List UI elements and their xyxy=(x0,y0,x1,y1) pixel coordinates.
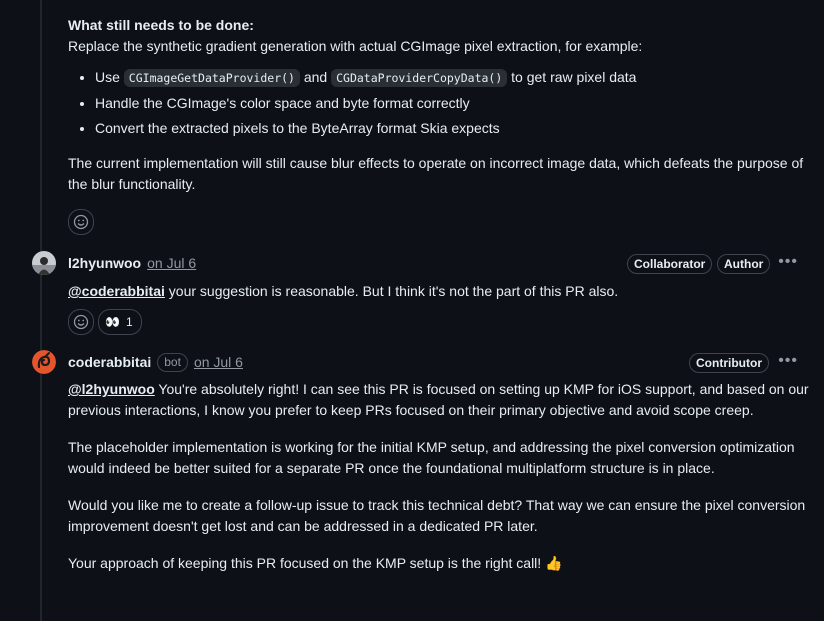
paragraph: Would you like me to create a follow-up issue to track this technical debt? That way we can ensure the pixel conversion improvement doesn't get lost and can be addressed in a dedicated PR later. xyxy=(68,497,806,534)
comment-header xyxy=(68,253,196,273)
code-span: CGDataProviderCopyData() xyxy=(331,69,507,87)
author-name[interactable]: coderabbitai xyxy=(68,354,152,370)
bot-badge: bot xyxy=(157,353,188,372)
comment-heading: What still needs to be done: xyxy=(68,17,254,33)
bot-avatar[interactable] xyxy=(32,350,56,374)
user-avatar-icon xyxy=(32,251,56,275)
collaborator-badge: Collaborator xyxy=(627,254,712,274)
list-item: • Handle the CGImage's color space and byte format correctly xyxy=(95,91,810,116)
list-item: • Convert the extracted pixels to the ByteArray format Skia expects xyxy=(95,116,810,141)
comment-closing: The current implementation will still cause blur effects to operate on incorrect image data, which defeats the purpose of the blur functionality. xyxy=(68,155,804,192)
author-name[interactable]: l2hyunwoo xyxy=(68,255,142,271)
avatar[interactable] xyxy=(32,251,56,275)
comment-intro: Replace the synthetic gradient generation with actual CGImage pixel extraction, for example: xyxy=(68,38,643,54)
add-reaction-button[interactable] xyxy=(68,209,94,235)
add-reaction-button[interactable] xyxy=(68,309,94,335)
eyes-icon: 👀 xyxy=(105,315,120,329)
kebab-icon[interactable]: ••• xyxy=(778,352,798,369)
smiley-icon xyxy=(73,314,89,330)
author-badge: Author xyxy=(717,254,770,274)
reaction-count: 1 xyxy=(125,315,133,329)
rabbit-logo-icon xyxy=(32,350,56,374)
user-mention[interactable]: @coderabbitai xyxy=(68,283,165,299)
comment-date[interactable]: on Jul 6 xyxy=(193,354,243,370)
eyes-reaction[interactable] xyxy=(98,309,142,335)
comment-header xyxy=(68,352,243,372)
comment-body xyxy=(68,15,810,195)
bullet-list xyxy=(68,65,810,141)
smiley-icon xyxy=(73,214,89,230)
comment-body: @coderabbitai your suggestion is reasonable. But I think it's not the part of this PR also. xyxy=(68,283,619,299)
contributor-badge: Contributor xyxy=(689,353,769,373)
paragraph: Your approach of keeping this PR focused on the KMP setup is the right call! 👍 xyxy=(68,555,563,571)
timeline-line xyxy=(40,0,42,621)
list-item: • Use CGImageGetDataProvider() and CGDataProviderCopyData() to get raw pixel data xyxy=(95,65,810,91)
comment-date[interactable]: on Jul 6 xyxy=(147,255,197,271)
comment-body: @l2hyunwoo You're absolutely right! I can see this PR is focused on setting up KMP for iOS support, and based on our previous interactions, I know you prefer to keep PRs focused on their primary objective and avoid scope creep. The placeholder implementation is working for the initial KMP setup, and addressing the pixel conversion optimization would indeed be better suited for a separate PR once the foundational multiplatform structure is in place. Would you like me to create a follow-up issue to track this technical debt? That way we can ensure the pixel conversion improvement doesn't get lost and can be addressed in a dedicated PR later. Your approach of keeping this PR focused on the KMP setup is the right call! 👍 xyxy=(68,379,810,574)
kebab-icon[interactable]: ••• xyxy=(778,253,798,270)
code-span: CGImageGetDataProvider() xyxy=(124,69,300,87)
paragraph: The placeholder implementation is working for the initial KMP setup, and addressing the pixel conversion optimization would indeed be better suited for a separate PR once the foundational multiplatform structure is in place. xyxy=(68,439,795,476)
user-mention[interactable]: @l2hyunwoo xyxy=(68,381,155,397)
